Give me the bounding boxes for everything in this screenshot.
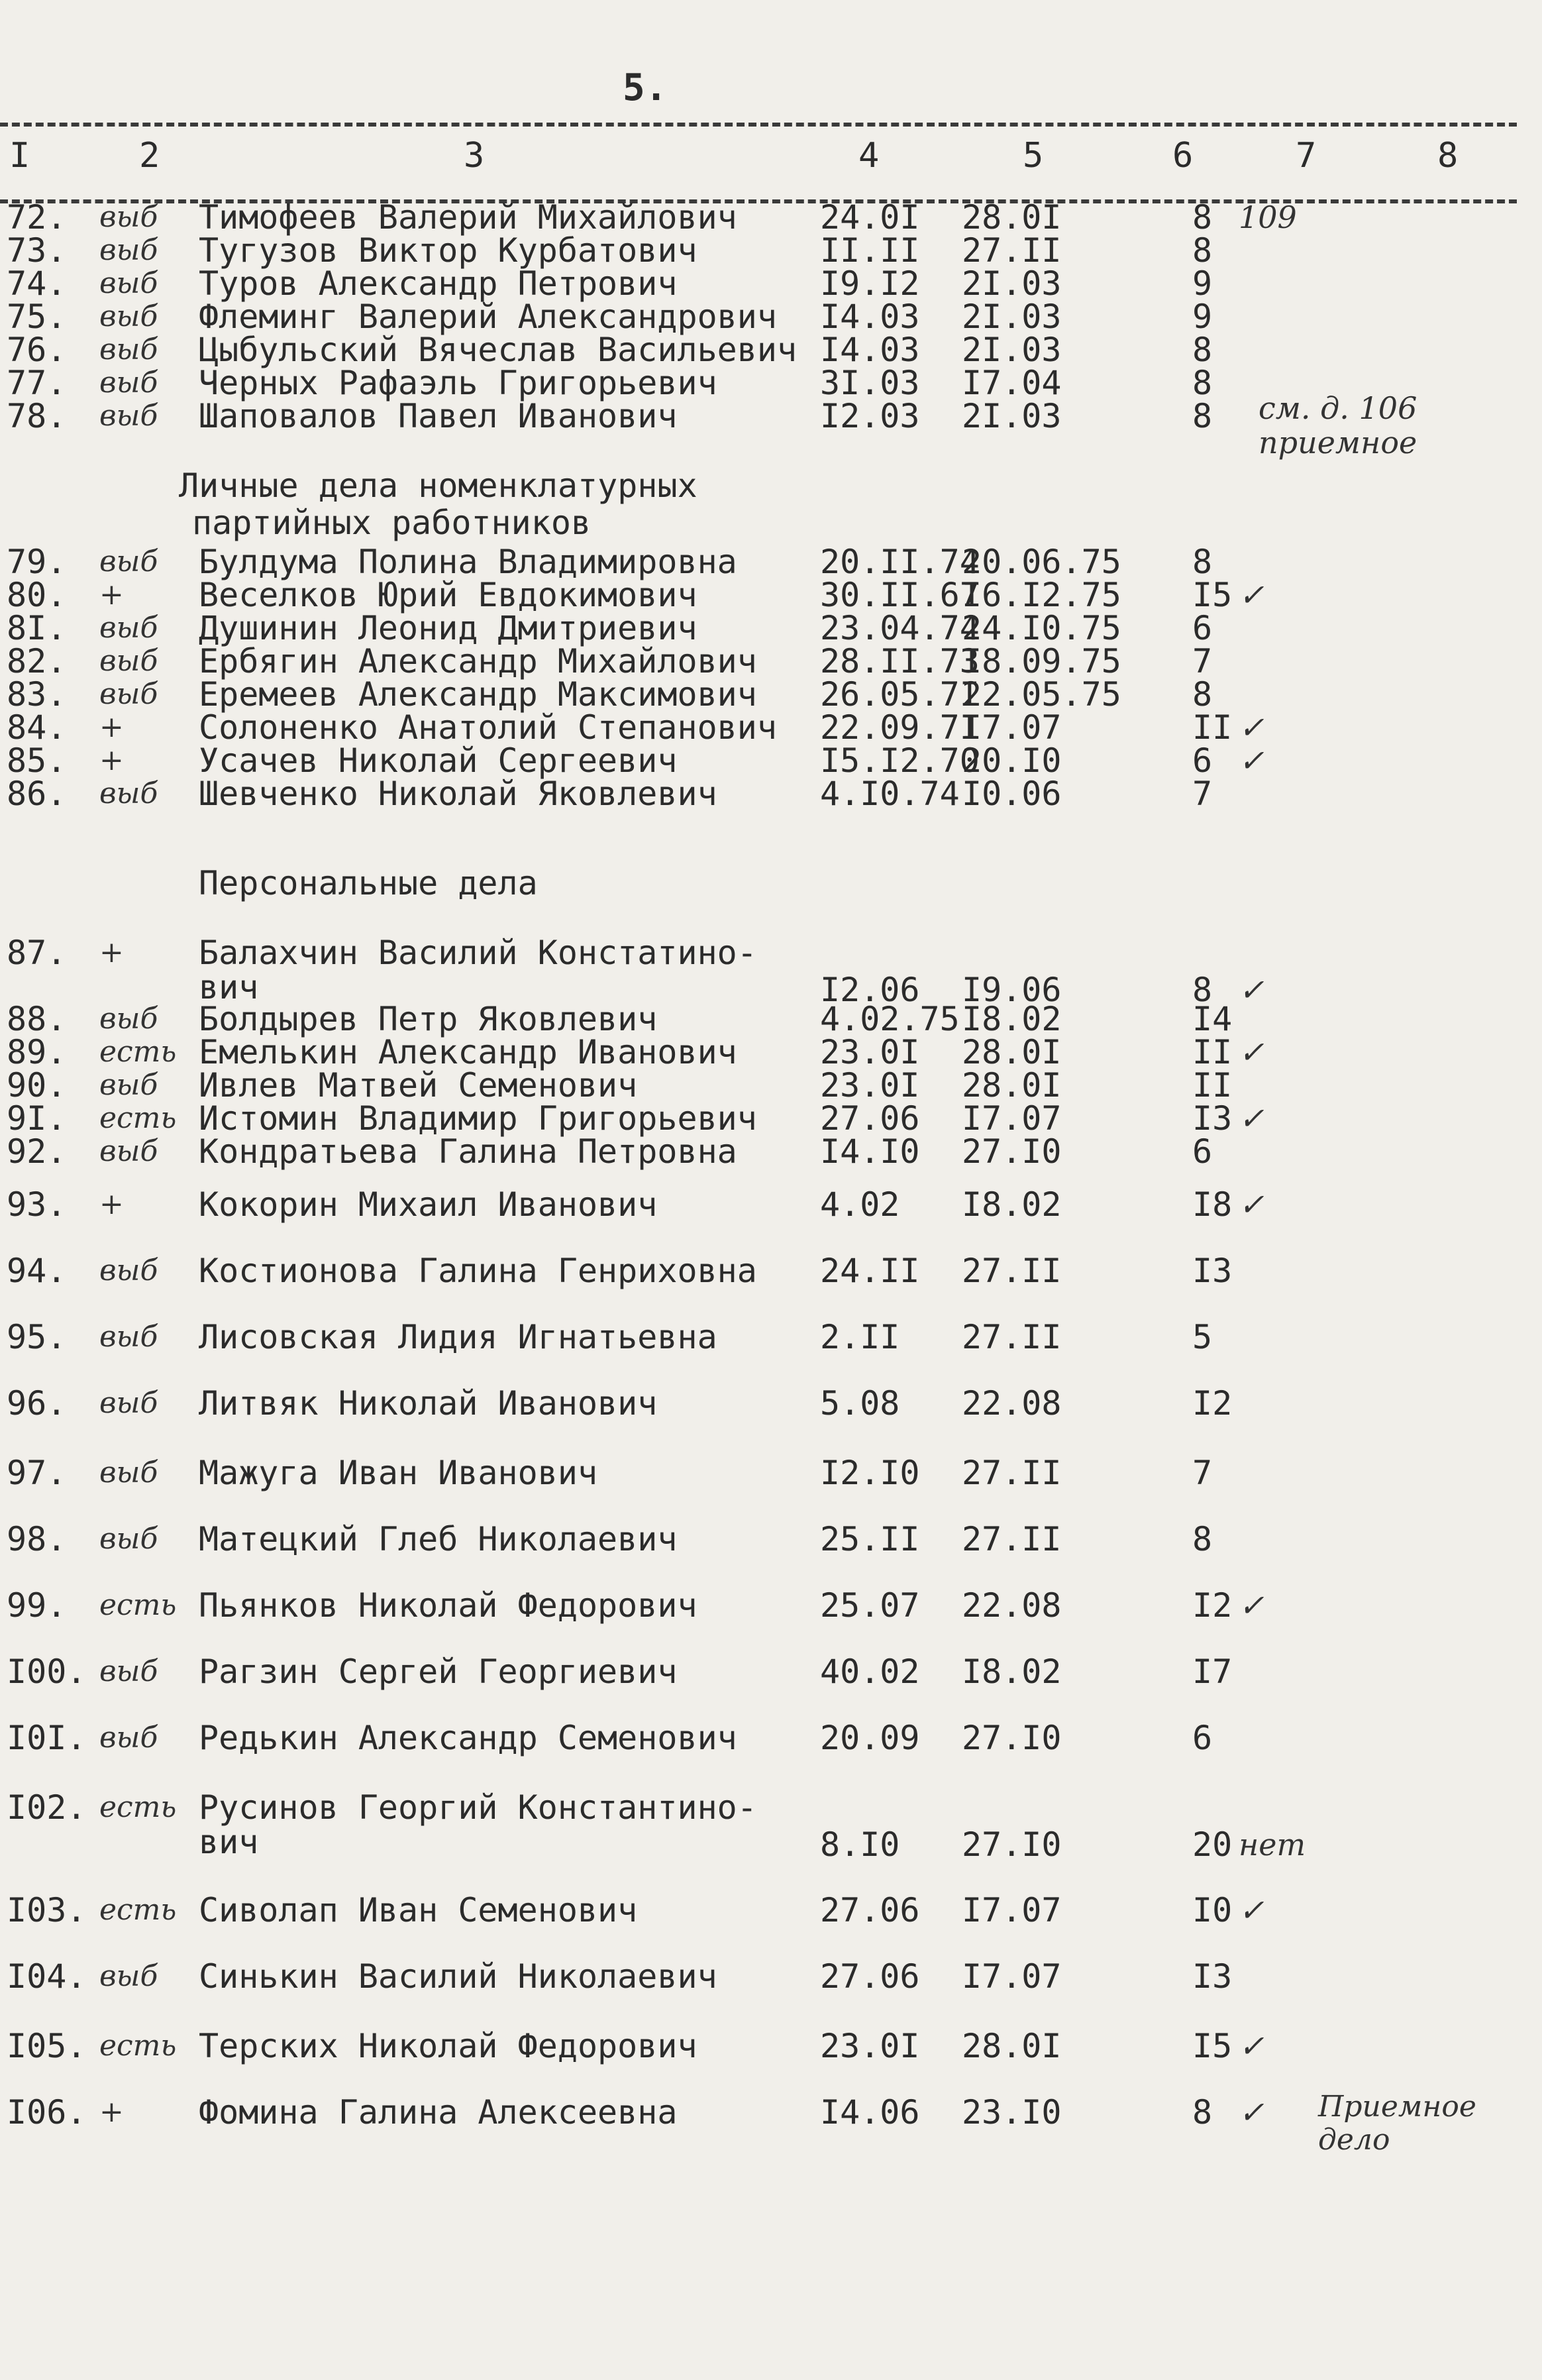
sheet-count: I5 [1192,576,1233,614]
record-number: 74. [7,264,67,303]
start-date: 40.02 [820,1652,920,1691]
end-date: 2I.03 [962,264,1062,303]
start-date: 27.06 [820,1957,920,1996]
record-number: 8I. [7,609,67,647]
handwritten-status-note: выб [99,266,158,300]
end-date: 2I.03 [962,331,1062,369]
handwritten-status-note: выб [99,299,158,333]
end-date: I0.06 [962,775,1062,813]
sheet-count: 6 [1192,741,1213,780]
end-date: 23.I0 [962,2093,1062,2132]
person-name: Душинин Леонид Дмитриевич [199,609,697,647]
record-number: 93. [7,1185,67,1224]
record-number: I0I. [7,1719,87,1757]
side-note-1: см. д. 106 приемное [1259,390,1417,460]
handwritten-status-note: есть [99,1790,177,1824]
record-number: 83. [7,675,67,714]
sheet-count: 20 [1192,1825,1233,1864]
handwritten-status-note: выб [99,1522,158,1556]
start-date: 28.II.73 [820,642,980,680]
handwritten-status-note: выб [99,777,158,810]
end-date: 27.II [962,231,1062,270]
page-number: 5. [623,66,668,109]
start-date: 20.09 [820,1719,920,1757]
record-number: 9I. [7,1099,67,1138]
sheet-count: 6 [1192,1132,1213,1171]
sheet-count: 8 [1192,971,1213,1009]
handwritten-status-note: выб [99,1456,158,1489]
person-name: Терских Николай Федорович [199,2027,697,2065]
person-name: Цыбульский Вячеслав Васильевич [199,331,797,369]
col-header-2: 2 [139,136,160,176]
sheet-count: I2 [1192,1384,1233,1423]
start-date: I4.03 [820,331,920,369]
person-name: Тимофеев Валерий Михайлович [199,198,737,237]
col-header-7: 7 [1296,136,1317,176]
person-name: Мажуга Иван Иванович [199,1454,598,1492]
start-date: 2.II [820,1318,900,1356]
handwritten-mark: ✓ [1239,1892,1264,1928]
record-number: 79. [7,543,67,581]
end-date: 28.0I [962,2027,1062,2065]
handwritten-status-note: есть [99,1035,177,1069]
person-name: Матецкий Глеб Николаевич [199,1520,678,1558]
person-name: Редькин Александр Семенович [199,1719,737,1757]
handwritten-mark: ✓ [1239,1588,1264,1623]
handwritten-status-note: выб [99,545,158,578]
sheet-count: II [1192,1066,1233,1105]
handwritten-status-note: есть [99,1893,177,1927]
handwritten-status-note: выб [99,1068,158,1102]
record-number: 78. [7,397,67,435]
sheet-count: 8 [1192,198,1213,237]
person-name-continuation: вич [199,968,259,1006]
section-title-personal: Персональные дела [199,864,538,902]
record-number: 85. [7,741,67,780]
start-date: 8.I0 [820,1825,900,1864]
sheet-count: 7 [1192,642,1213,680]
person-name: Ивлев Матвей Семенович [199,1066,638,1105]
record-number: 82. [7,642,67,680]
start-date: 23.04.74 [820,609,980,647]
person-name: Фомина Галина Алексеевна [199,2093,678,2132]
sheet-count: I5 [1192,2027,1233,2065]
handwritten-status-note: выб [99,1002,158,1036]
person-name: Шаповалов Павел Иванович [199,397,678,435]
sheet-count: I2 [1192,1586,1233,1625]
start-date: 30.II.67 [820,576,980,614]
record-number: 72. [7,198,67,237]
person-name: Ербягин Александр Михайлович [199,642,757,680]
person-name: Шевченко Николай Яковлевич [199,775,717,813]
handwritten-status-note: выб [99,200,158,234]
person-name: Балахчин Василий Констатино- [199,934,757,972]
record-number: 86. [7,775,67,813]
sheet-count: 7 [1192,1454,1213,1492]
handwritten-status-note: выб [99,1959,158,1993]
record-number: I02. [7,1788,87,1827]
start-date: 26.05.7I [820,675,980,714]
sheet-count: 9 [1192,264,1213,303]
start-date: 25.II [820,1520,920,1558]
handwritten-mark: нет [1239,1827,1306,1863]
start-date: 24.II [820,1252,920,1290]
end-date: 22.05.75 [962,675,1121,714]
person-name: Веселков Юрий Евдокимович [199,576,697,614]
section-title-line-2: партийных работников [192,504,591,542]
end-date: 27.II [962,1454,1062,1492]
person-name: Туров Александр Петрович [199,264,678,303]
record-number: 96. [7,1384,67,1423]
col-header-8: 8 [1437,136,1459,176]
end-date: I8.09.75 [962,642,1121,680]
end-date: 28.0I [962,1033,1062,1071]
person-name: Солоненко Анатолий Степанович [199,708,777,747]
person-name: Емелькин Александр Иванович [199,1033,737,1071]
record-number: 87. [7,934,67,972]
column-header-row [0,123,1517,203]
col-header-6: 6 [1172,136,1194,176]
handwritten-status-note: выб [99,1134,158,1168]
sheet-count: II [1192,708,1233,747]
end-date: 20.I0 [962,741,1062,780]
record-number: 73. [7,231,67,270]
person-name: Литвяк Николай Иванович [199,1384,658,1423]
record-number: I05. [7,2027,87,2065]
handwritten-mark: ✓ [1239,1034,1264,1070]
start-date: II.II [820,231,920,270]
record-number: 94. [7,1252,67,1290]
end-date: 24.I0.75 [962,609,1121,647]
section-title-line-1: Личные дела номенклатурных [179,466,697,505]
sheet-count: 8 [1192,331,1213,369]
start-date: I4.06 [820,2093,920,2132]
handwritten-mark: ✓ [1239,710,1264,745]
end-date: 28.0I [962,198,1062,237]
person-name: Кокорин Михаил Иванович [199,1185,658,1224]
record-number: I06. [7,2093,87,2132]
sheet-count: 9 [1192,298,1213,336]
handwritten-status-note: выб [99,677,158,711]
start-date: I5.I2.70 [820,741,980,780]
sheet-count: 8 [1192,675,1213,714]
person-name: Истомин Владимир Григорьевич [199,1099,757,1138]
record-number: 89. [7,1033,67,1071]
end-date: I8.02 [962,1652,1062,1691]
sheet-count: I3 [1192,1252,1233,1290]
end-date: 27.I0 [962,1825,1062,1864]
handwritten-status-note: выб [99,1654,158,1688]
sheet-count: 8 [1192,2093,1213,2132]
sheet-count: 8 [1192,543,1213,581]
handwritten-status-note: есть [99,1588,177,1622]
sheet-count: 5 [1192,1318,1213,1356]
col-header-1: I [9,136,30,176]
end-date: I9.06 [962,971,1062,1009]
handwritten-mark: ✓ [1239,972,1264,1008]
start-date: I2.03 [820,397,920,435]
col-header-4: 4 [858,136,880,176]
handwritten-status-note: + [99,936,124,969]
start-date: 5.08 [820,1384,900,1423]
end-date: 27.II [962,1252,1062,1290]
person-name: Русинов Георгий Константино- [199,1788,757,1827]
end-date: I6.I2.75 [962,576,1121,614]
person-name: Синькин Василий Николаевич [199,1957,717,1996]
sheet-count: 8 [1192,231,1213,270]
start-date: I9.I2 [820,264,920,303]
sheet-count: 6 [1192,1719,1213,1757]
start-date: 22.09.7I [820,708,980,747]
record-number: 95. [7,1318,67,1356]
start-date: I4.03 [820,298,920,336]
end-date: I7.07 [962,708,1062,747]
handwritten-status-note: + [99,743,124,777]
person-name: Костионова Галина Генриховна [199,1252,757,1290]
end-date: I7.04 [962,364,1062,402]
end-date: I7.07 [962,1891,1062,1929]
sheet-count: II [1192,1033,1233,1071]
sheet-count: 7 [1192,775,1213,813]
record-number: 80. [7,576,67,614]
handwritten-status-note: выб [99,1721,158,1755]
end-date: 28.0I [962,1066,1062,1105]
start-date: 25.07 [820,1586,920,1625]
person-name: Болдырев Петр Яковлевич [199,1000,658,1038]
sheet-count: 8 [1192,1520,1213,1558]
handwritten-status-note: выб [99,366,158,400]
end-date: 27.II [962,1520,1062,1558]
handwritten-mark: ✓ [1239,2028,1264,2064]
col-header-3: 3 [464,136,485,176]
start-date: 3I.03 [820,364,920,402]
sheet-count: I3 [1192,1099,1233,1138]
handwritten-status-note: + [99,578,124,612]
start-date: I4.I0 [820,1132,920,1171]
handwritten-status-note: выб [99,1386,158,1420]
person-name: Еремеев Александр Максимович [199,675,757,714]
record-number: 76. [7,331,67,369]
handwritten-status-note: выб [99,233,158,267]
handwritten-status-note: + [99,710,124,744]
person-name: Тугузов Виктор Курбатович [199,231,697,270]
end-date: 20.06.75 [962,543,1121,581]
end-date: 27.II [962,1318,1062,1356]
sheet-count: I3 [1192,1957,1233,1996]
person-name-continuation: вич [199,1823,259,1861]
end-date: 27.I0 [962,1132,1062,1171]
end-date: 22.08 [962,1586,1062,1625]
sheet-count: 8 [1192,397,1213,435]
start-date: 4.I0.74 [820,775,960,813]
record-number: 97. [7,1454,67,1492]
handwritten-mark: ✓ [1239,577,1264,613]
sheet-count: I4 [1192,1000,1233,1038]
handwritten-status-note: выб [99,611,158,645]
person-name: Пьянков Николай Федорович [199,1586,697,1625]
sheet-count: 6 [1192,609,1213,647]
end-date: I8.02 [962,1000,1062,1038]
end-date: 27.I0 [962,1719,1062,1757]
handwritten-mark: ✓ [1239,2094,1264,2130]
side-note-2: Приемное дело [1318,2090,1476,2157]
end-date: I7.07 [962,1957,1062,1996]
record-number: I00. [7,1652,87,1691]
handwritten-mark: ✓ [1239,743,1264,779]
record-number: 88. [7,1000,67,1038]
handwritten-status-note: выб [99,333,158,366]
record-number: 98. [7,1520,67,1558]
start-date: I2.06 [820,971,920,1009]
handwritten-mark: ✓ [1239,1187,1264,1222]
record-number: 84. [7,708,67,747]
person-name: Черных Рафаэль Григорьевич [199,364,717,402]
record-number: 92. [7,1132,67,1171]
handwritten-status-note: есть [99,2029,177,2063]
handwritten-mark: 109 [1239,199,1297,235]
col-header-5: 5 [1023,136,1044,176]
start-date: 20.II.74 [820,543,980,581]
handwritten-status-note: + [99,1187,124,1221]
end-date: I8.02 [962,1185,1062,1224]
record-number: 77. [7,364,67,402]
record-number: 75. [7,298,67,336]
handwritten-status-note: выб [99,1254,158,1287]
record-number: 90. [7,1066,67,1105]
person-name: Усачев Николай Сергеевич [199,741,678,780]
end-date: 2I.03 [962,397,1062,435]
end-date: I7.07 [962,1099,1062,1138]
end-date: 22.08 [962,1384,1062,1423]
record-number: I03. [7,1891,87,1929]
start-date: 4.02.75 [820,1000,960,1038]
person-name: Сиволап Иван Семенович [199,1891,638,1929]
record-number: I04. [7,1957,87,1996]
record-number: 99. [7,1586,67,1625]
start-date: 23.0I [820,1033,920,1071]
sheet-count: I0 [1192,1891,1233,1929]
person-name: Кондратьева Галина Петровна [199,1132,737,1171]
person-name: Булдума Полина Владимировна [199,543,737,581]
handwritten-status-note: + [99,2095,124,2129]
start-date: I2.I0 [820,1454,920,1492]
start-date: 24.0I [820,198,920,237]
sheet-count: I7 [1192,1652,1233,1691]
handwritten-status-note: есть [99,1101,177,1135]
handwritten-status-note: выб [99,1320,158,1354]
handwritten-status-note: выб [99,644,158,678]
start-date: 23.0I [820,2027,920,2065]
person-name: Лисовская Лидия Игнатьевна [199,1318,717,1356]
sheet-count: 8 [1192,364,1213,402]
handwritten-status-note: выб [99,399,158,433]
handwritten-mark: ✓ [1239,1101,1264,1136]
person-name: Рагзин Сергей Георгиевич [199,1652,678,1691]
section-title-nomenclature [179,467,697,541]
start-date: 27.06 [820,1891,920,1929]
sheet-count: I8 [1192,1185,1233,1224]
start-date: 23.0I [820,1066,920,1105]
start-date: 27.06 [820,1099,920,1138]
start-date: 4.02 [820,1185,900,1224]
person-name: Флеминг Валерий Александрович [199,298,777,336]
end-date: 2I.03 [962,298,1062,336]
